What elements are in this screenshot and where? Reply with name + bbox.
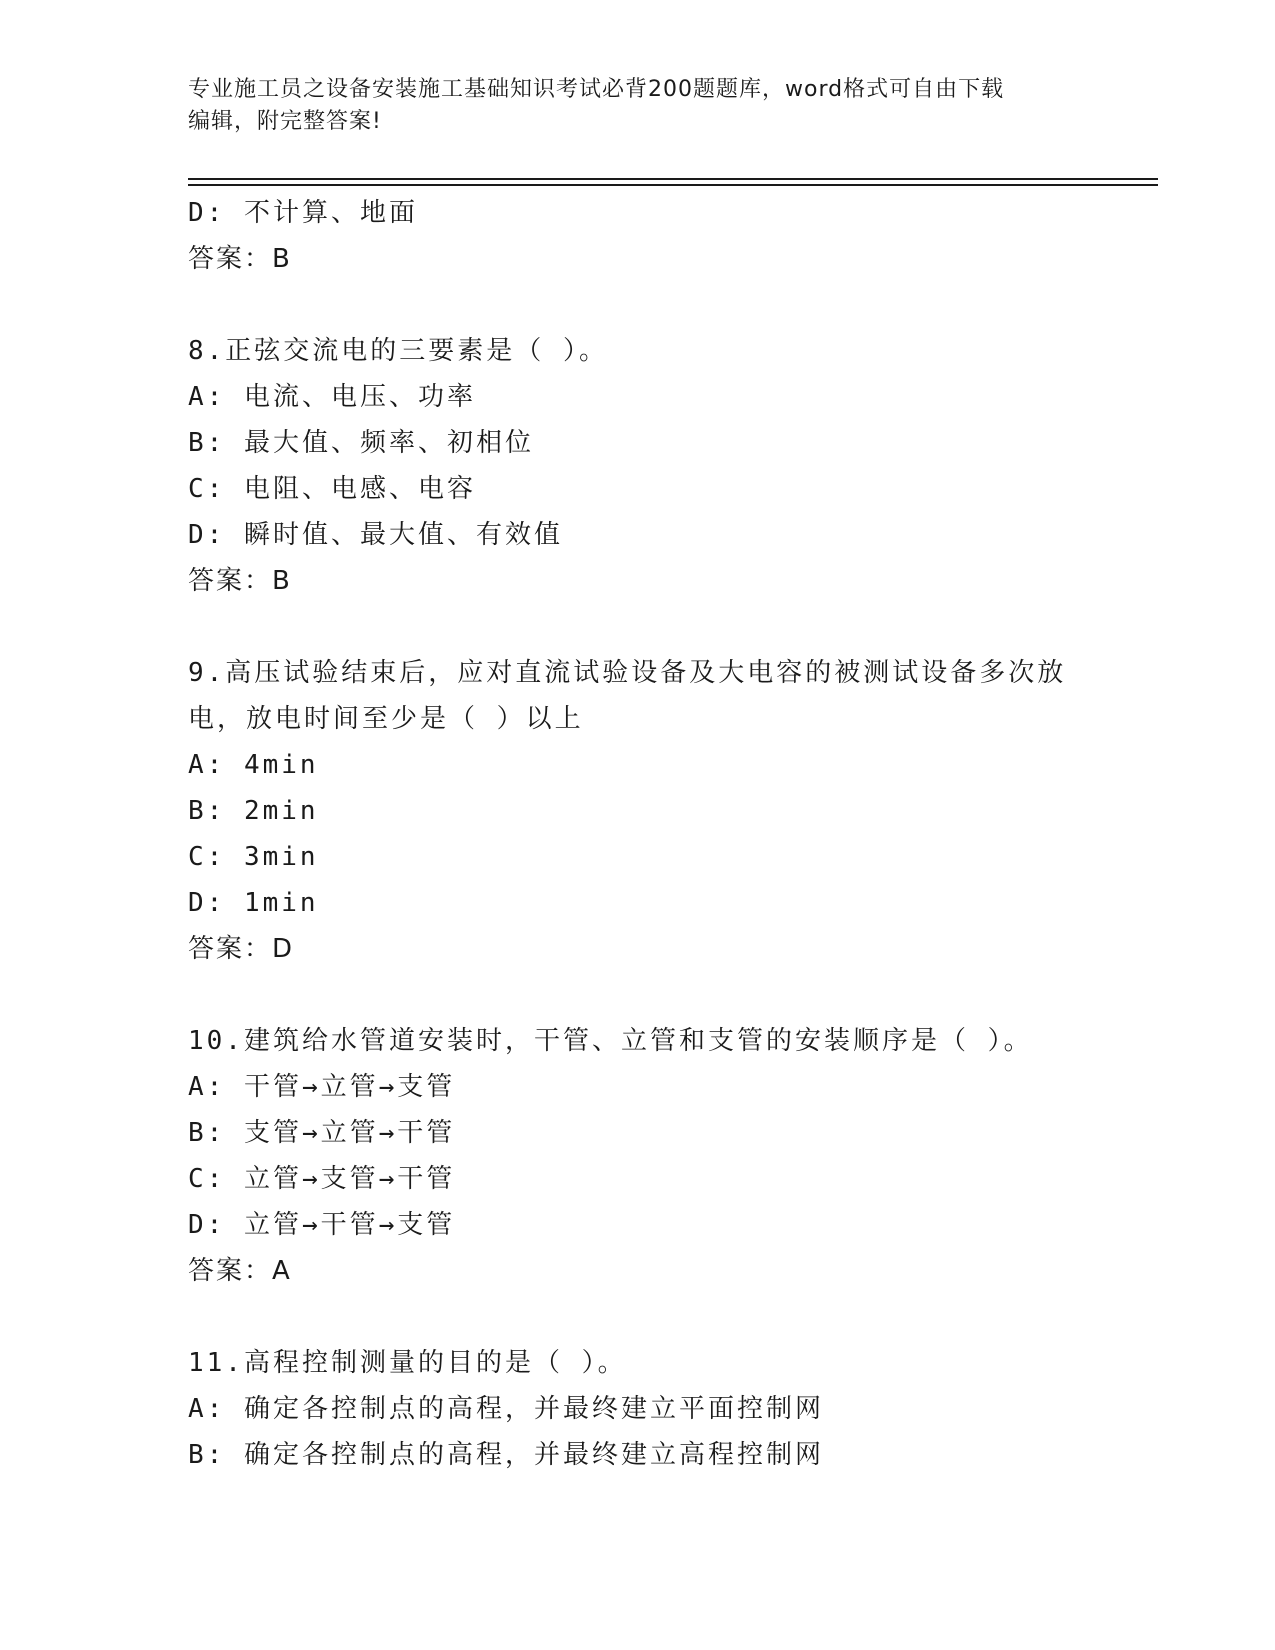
header-divider-top	[188, 178, 1158, 180]
question-8-option-a: A: 电流、电压、功率	[188, 382, 476, 412]
question-9-option-a: A: 4min	[188, 750, 319, 780]
header-title-line-2: 编辑，附完整答案!	[188, 109, 382, 134]
question-9-option-c: C: 3min	[188, 842, 319, 872]
question-11-stem: 11.高程控制测量的目的是（ ）。	[188, 1348, 627, 1378]
question-9-option-b: B: 2min	[188, 796, 319, 826]
question-7-option-d: D: 不计算、地面	[188, 198, 418, 228]
question-9-stem-line-1: 9.高压试验结束后，应对直流试验设备及大电容的被测试设备多次放	[188, 658, 1067, 688]
spacer	[188, 972, 1088, 1018]
question-8-stem: 8.正弦交流电的三要素是（ ）。	[188, 336, 608, 366]
question-10	[188, 1018, 1088, 1294]
header-title-line-1: 专业施工员之设备安装施工基础知识考试必背200题题库，word格式可自由下载	[188, 77, 1005, 102]
question-10-option-c: C: 立管→支管→干管	[188, 1164, 456, 1194]
spacer	[188, 604, 1088, 650]
question-9-answer: 答案：D	[188, 934, 295, 964]
question-10-option-b: B: 支管→立管→干管	[188, 1118, 456, 1148]
document-body	[188, 190, 1088, 1478]
question-8-option-d: D: 瞬时值、最大值、有效值	[188, 520, 563, 550]
document-header	[188, 74, 1088, 138]
spacer	[188, 1294, 1088, 1340]
question-10-stem: 10.建筑给水管道安装时，干管、立管和支管的安装顺序是（ ）。	[188, 1026, 1033, 1056]
question-9-option-d: D: 1min	[188, 888, 319, 918]
spacer	[188, 282, 1088, 328]
question-7-answer: 答案：B	[188, 244, 292, 274]
header-divider-bottom	[188, 184, 1158, 186]
question-8-option-b: B: 最大值、频率、初相位	[188, 428, 534, 458]
question-8-option-c: C: 电阻、电感、电容	[188, 474, 476, 504]
question-9	[188, 650, 1088, 972]
question-8	[188, 328, 1088, 604]
question-7-tail	[188, 190, 1088, 282]
question-11-option-b: B: 确定各控制点的高程，并最终建立高程控制网	[188, 1440, 824, 1470]
question-8-answer: 答案：B	[188, 566, 292, 596]
question-11	[188, 1340, 1088, 1478]
question-10-option-d: D: 立管→干管→支管	[188, 1210, 456, 1240]
question-9-stem-line-2: 电，放电时间至少是（ ）以上	[188, 704, 584, 734]
question-10-answer: 答案：A	[188, 1256, 292, 1286]
question-10-option-a: A: 干管→立管→支管	[188, 1072, 456, 1102]
question-11-option-a: A: 确定各控制点的高程，并最终建立平面控制网	[188, 1394, 824, 1424]
